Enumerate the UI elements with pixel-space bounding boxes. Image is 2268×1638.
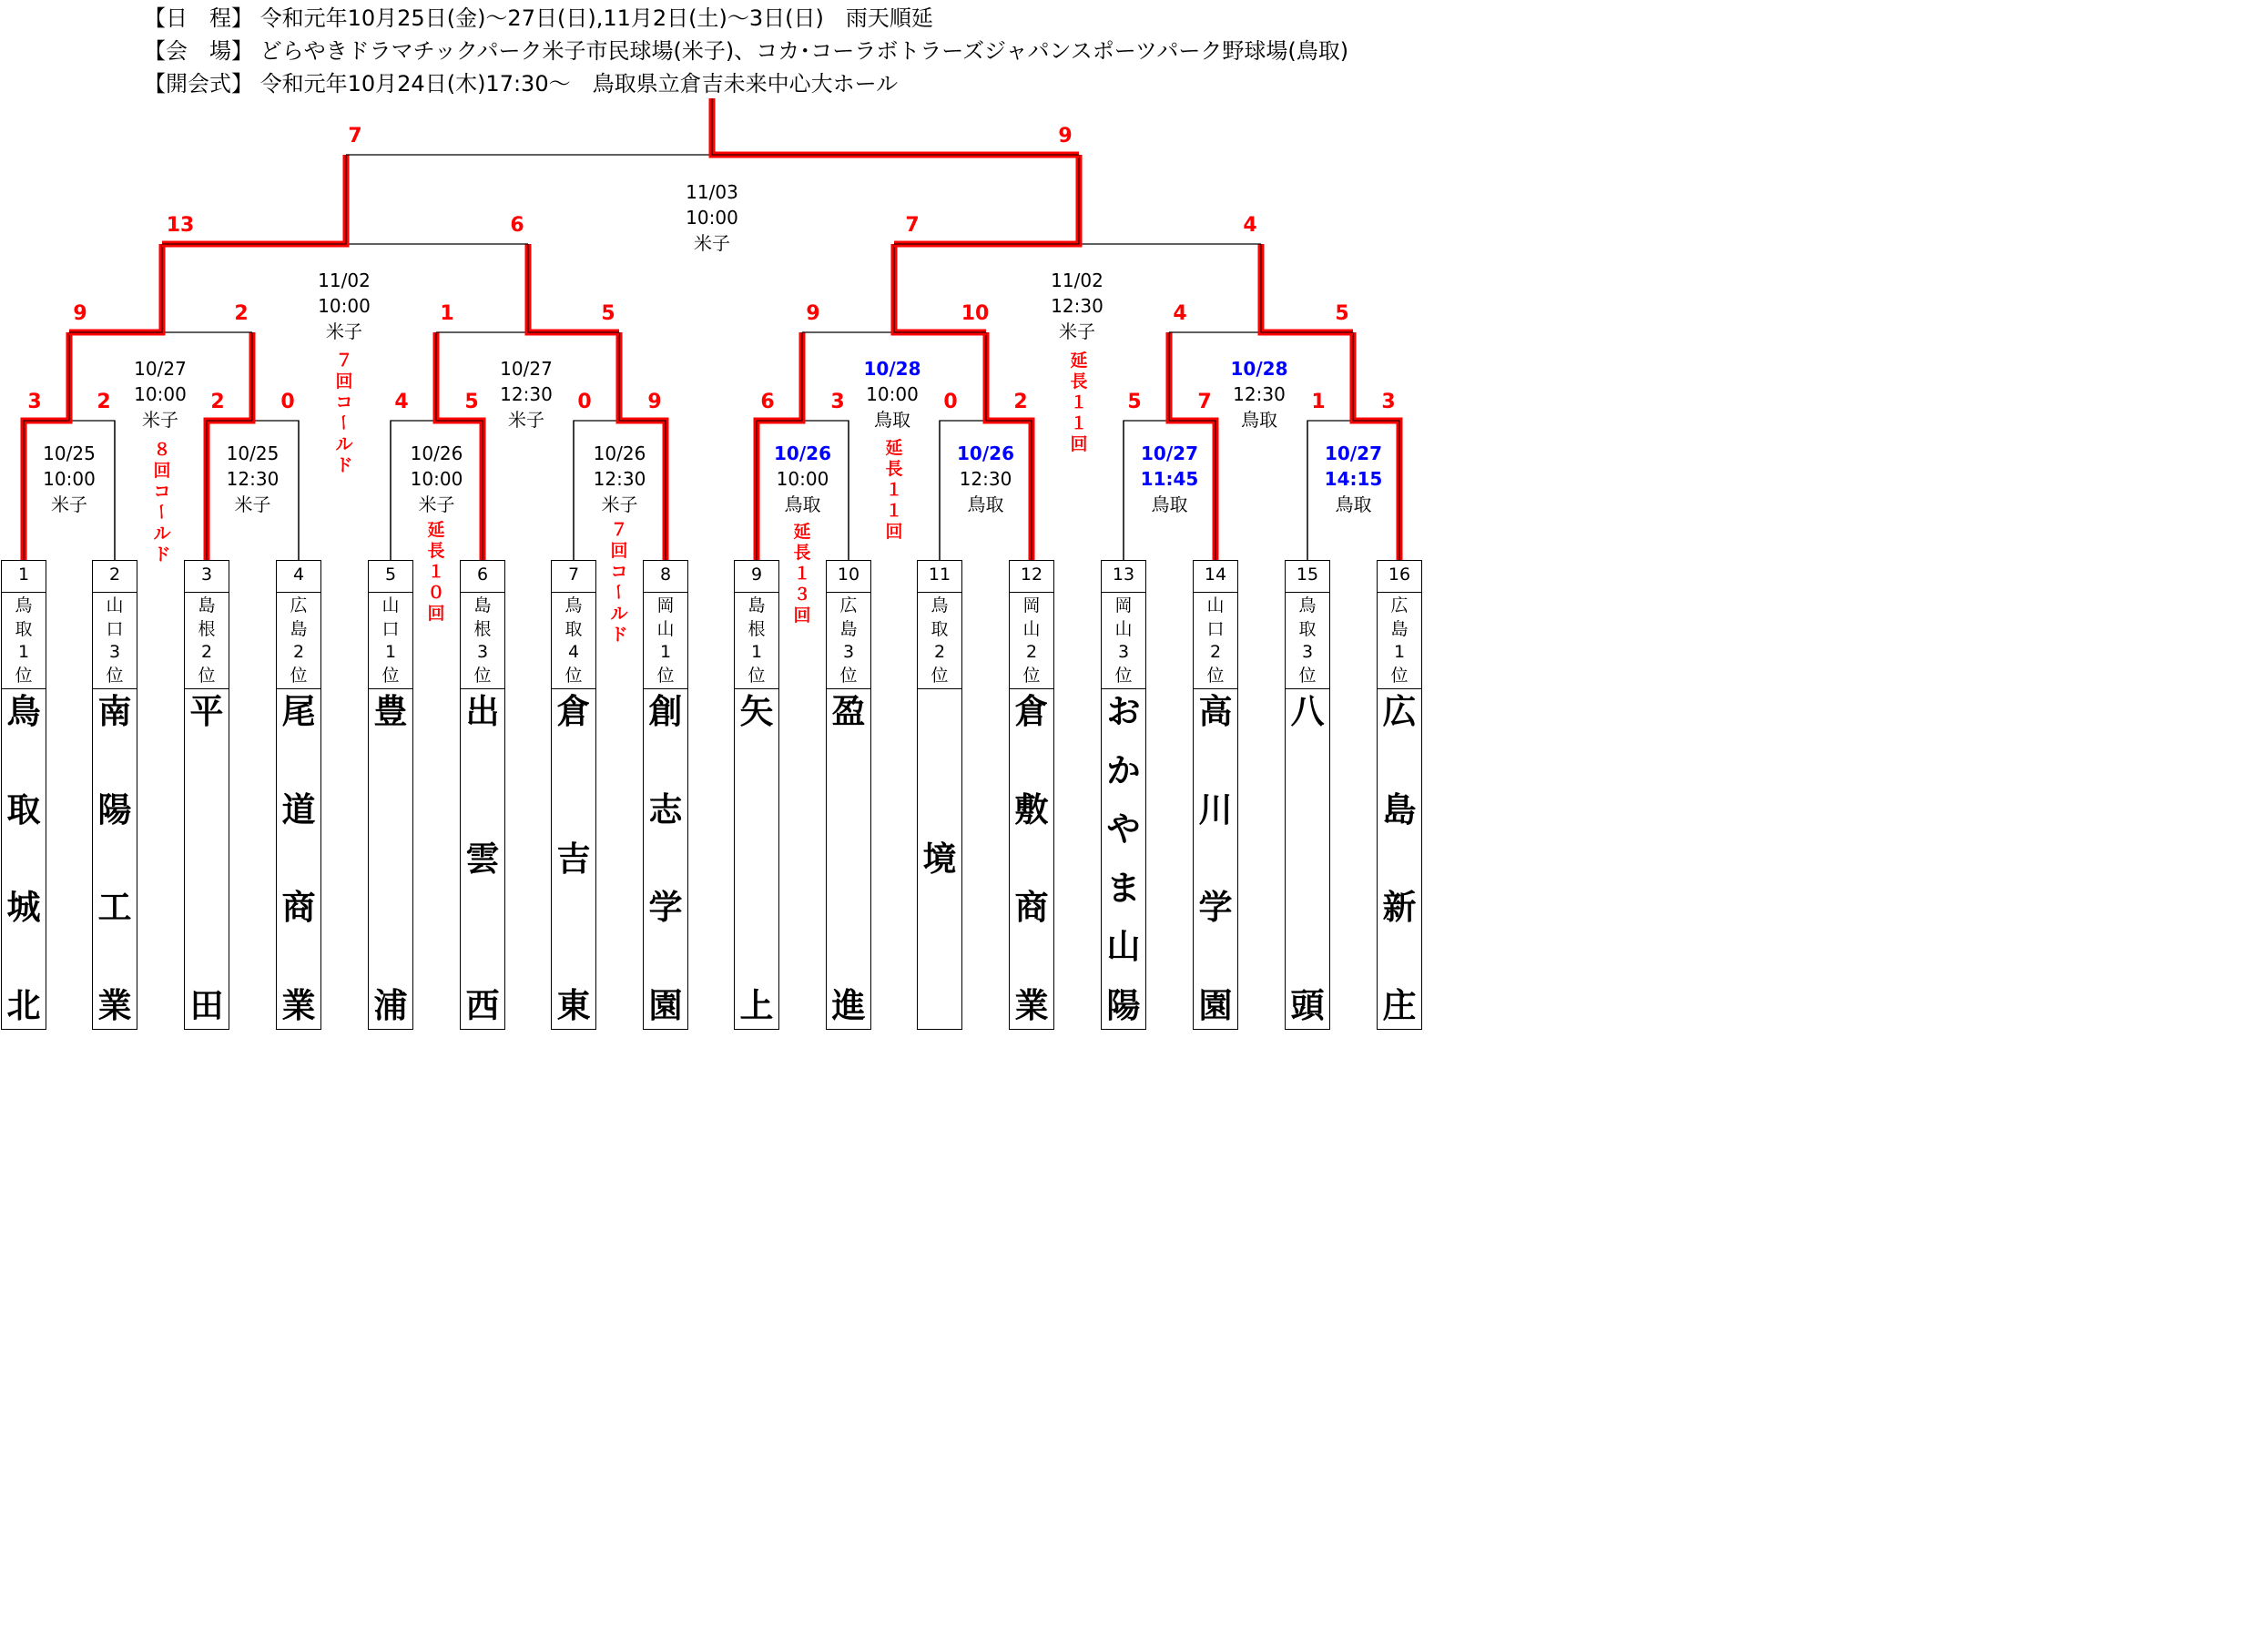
match-note-char: 長 xyxy=(1070,371,1088,392)
team-school-name: 八 頭 xyxy=(1290,692,1325,1025)
match-date: 11/03 xyxy=(686,181,738,203)
team-box-5 xyxy=(368,560,413,1030)
match-date: 10/26 xyxy=(957,443,1014,464)
team-box-16 xyxy=(1377,560,1422,1030)
match-note-char: １ xyxy=(1070,392,1088,412)
match-date: 10/27 xyxy=(134,358,187,380)
match-note-char: ０ xyxy=(427,583,445,603)
team-box-9 xyxy=(734,560,779,1030)
match-note-char: 長 xyxy=(427,541,445,561)
match-venue: 鳥取 xyxy=(967,493,1004,515)
match-note-char: ７ xyxy=(335,351,353,371)
team-box-7 xyxy=(551,560,596,1030)
team-box-3 xyxy=(184,560,229,1030)
team-school-name: 南 陽 工 業 xyxy=(97,692,132,1025)
team-seed: 10 xyxy=(837,565,860,585)
match-note-char: 回 xyxy=(610,541,628,561)
match-note-char: ３ xyxy=(793,585,811,605)
team-seed: 1 xyxy=(17,565,30,585)
team-seed: 5 xyxy=(384,565,397,585)
match-note-char: 長 xyxy=(885,459,903,479)
team-box-2 xyxy=(92,560,137,1030)
match-venue: 米子 xyxy=(418,493,455,515)
match-note-char: ル xyxy=(153,524,171,544)
match-time: 10:00 xyxy=(686,207,738,229)
match-note-char: 延 xyxy=(1070,351,1088,371)
team-prefecture-rank: 島 根 2 位 xyxy=(185,592,229,689)
team-seed: 3 xyxy=(200,565,213,585)
winner-path-final-core xyxy=(712,98,1079,155)
team-seed: 6 xyxy=(476,565,489,585)
team-prefecture-rank: 山 口 2 位 xyxy=(1194,592,1237,689)
match-score: 7 xyxy=(348,125,362,148)
team-box-12 xyxy=(1009,560,1054,1030)
team-box-1 xyxy=(1,560,46,1030)
match-note-char: ー xyxy=(608,583,628,601)
team-school-name: 倉 吉 東 xyxy=(556,692,591,1025)
match-score: 4 xyxy=(394,391,409,413)
match-note-char: 延 xyxy=(427,520,445,540)
match-date: 11/02 xyxy=(1051,270,1103,291)
match-note-char: １ xyxy=(885,480,903,500)
match-time: 12:30 xyxy=(1051,295,1103,317)
match-date: 10/26 xyxy=(774,443,831,464)
team-prefecture-rank: 鳥 取 3 位 xyxy=(1286,592,1329,689)
venue-line: 【会 場】 どらやきドラマチックパーク米子市民球場(米子)、コカ･コーラボトラーズジャパンスポーツパーク野球場(鳥取) xyxy=(144,38,1349,64)
match-note-char: 回 xyxy=(885,522,903,542)
match-score: 4 xyxy=(1243,214,1257,237)
match-time: 10:00 xyxy=(866,383,919,405)
match-note-char: 回 xyxy=(335,371,353,392)
match-score: 9 xyxy=(73,302,87,325)
match-note-char: １ xyxy=(885,501,903,521)
match-date: 10/27 xyxy=(1325,443,1382,464)
team-box-14 xyxy=(1193,560,1238,1030)
match-time: 10:00 xyxy=(410,468,463,490)
team-box-11 xyxy=(917,560,962,1030)
team-box-13 xyxy=(1101,560,1146,1030)
team-box-15 xyxy=(1285,560,1330,1030)
match-date: 10/26 xyxy=(593,443,646,464)
match-note-char: 延 xyxy=(793,522,811,542)
match-note-char: １ xyxy=(1070,413,1088,433)
team-prefecture-rank: 島 根 1 位 xyxy=(735,592,778,689)
team-seed: 14 xyxy=(1204,565,1227,585)
match-date: 10/26 xyxy=(410,443,463,464)
team-school-name: 尾 道 商 業 xyxy=(281,692,316,1025)
match-date: 10/27 xyxy=(500,358,553,380)
match-note-char: 回 xyxy=(427,604,445,624)
team-prefecture-rank: 鳥 取 4 位 xyxy=(552,592,595,689)
team-prefecture-rank: 鳥 取 2 位 xyxy=(918,592,961,689)
team-prefecture-rank: 山 口 1 位 xyxy=(369,592,412,689)
match-time: 11:45 xyxy=(1140,468,1199,490)
match-score: 5 xyxy=(1127,391,1142,413)
match-note-char: 延 xyxy=(885,438,903,458)
winner-path-r3-core xyxy=(894,155,1079,244)
team-school-name: お か や ま 山 陽 xyxy=(1106,692,1141,1025)
team-prefecture-rank: 鳥 取 1 位 xyxy=(2,592,46,689)
match-score: 13 xyxy=(166,214,195,237)
team-seed: 9 xyxy=(750,565,763,585)
match-venue: 米子 xyxy=(234,493,271,515)
team-prefecture-rank: 広 島 1 位 xyxy=(1378,592,1421,689)
match-note-char: ル xyxy=(610,604,628,624)
team-school-name: 豊 浦 xyxy=(373,692,408,1025)
opening-ceremony-line: 【開会式】 令和元年10月24日(木)17:30～ 鳥取県立倉吉未来中心大ホール xyxy=(144,71,899,97)
match-time: 14:15 xyxy=(1324,468,1383,490)
team-prefecture-rank: 広 島 2 位 xyxy=(277,592,320,689)
match-score: 3 xyxy=(27,391,42,413)
match-time: 12:30 xyxy=(593,468,646,490)
match-score: 5 xyxy=(1335,302,1349,325)
match-venue: 米子 xyxy=(1059,320,1095,342)
team-seed: 15 xyxy=(1296,565,1319,585)
match-date: 11/02 xyxy=(318,270,371,291)
team-school-name: 矢 上 xyxy=(739,692,774,1025)
match-note-char: ー xyxy=(333,413,353,432)
match-note-char: コ xyxy=(335,392,353,412)
match-score: 2 xyxy=(97,391,111,413)
match-score: 7 xyxy=(1197,391,1212,413)
team-box-8 xyxy=(643,560,688,1030)
team-prefecture-rank: 岡 山 1 位 xyxy=(644,592,687,689)
team-prefecture-rank: 広 島 3 位 xyxy=(827,592,870,689)
team-prefecture-rank: 山 口 3 位 xyxy=(93,592,137,689)
match-score: 3 xyxy=(830,391,845,413)
winner-path-r3 xyxy=(894,155,1079,244)
match-time: 10:00 xyxy=(776,468,829,490)
match-venue: 米子 xyxy=(694,232,730,254)
match-time: 12:30 xyxy=(1233,383,1286,405)
match-score: 5 xyxy=(464,391,479,413)
match-time: 12:30 xyxy=(959,468,1012,490)
team-school-name: 広 島 新 庄 xyxy=(1382,692,1417,1025)
team-box-6 xyxy=(460,560,505,1030)
match-note-char: ド xyxy=(610,625,628,645)
match-time: 10:00 xyxy=(134,383,187,405)
match-venue: 鳥取 xyxy=(784,493,821,515)
team-seed: 11 xyxy=(928,565,951,585)
match-venue: 鳥取 xyxy=(874,409,910,431)
team-school-name: 出 雲 西 xyxy=(465,692,500,1025)
match-score: 9 xyxy=(647,391,662,413)
match-date: 10/25 xyxy=(226,443,280,464)
team-prefecture-rank: 島 根 3 位 xyxy=(461,592,504,689)
match-note-char: 回 xyxy=(153,461,171,481)
match-note-char: ド xyxy=(335,455,353,475)
team-prefecture-rank: 岡 山 3 位 xyxy=(1102,592,1145,689)
team-school-name: 盈 進 xyxy=(831,692,866,1025)
team-seed: 16 xyxy=(1388,565,1411,585)
schedule-line: 【日 程】 令和元年10月25日(金)～27日(日),11月2日(土)～3日(日) 雨天順延 xyxy=(144,5,933,31)
match-venue: 米子 xyxy=(142,409,178,431)
match-time: 12:30 xyxy=(500,383,553,405)
match-score: 1 xyxy=(1311,391,1326,413)
match-venue: 鳥取 xyxy=(1241,409,1277,431)
match-score: 1 xyxy=(440,302,454,325)
team-prefecture-rank: 岡 山 2 位 xyxy=(1010,592,1053,689)
match-date: 10/25 xyxy=(43,443,96,464)
match-note-char: コ xyxy=(153,482,171,502)
match-time: 12:30 xyxy=(226,468,280,490)
team-seed: 12 xyxy=(1020,565,1043,585)
team-seed: 13 xyxy=(1112,565,1135,585)
match-time: 10:00 xyxy=(43,468,96,490)
team-seed: 4 xyxy=(292,565,305,585)
match-note-char: 回 xyxy=(1070,434,1088,454)
team-box-10 xyxy=(826,560,871,1030)
match-venue: 米子 xyxy=(601,493,638,515)
match-score: 6 xyxy=(510,214,524,237)
team-seed: 2 xyxy=(108,565,121,585)
match-note-char: 長 xyxy=(793,543,811,563)
match-score: 5 xyxy=(601,302,615,325)
match-score: 9 xyxy=(806,302,820,325)
team-school-name: 高 川 学 園 xyxy=(1198,692,1233,1025)
match-venue: 鳥取 xyxy=(1335,493,1372,515)
team-school-name: 鳥 取 城 北 xyxy=(6,692,41,1025)
match-score: 3 xyxy=(1381,391,1396,413)
team-seed: 7 xyxy=(567,565,580,585)
match-venue: 米子 xyxy=(508,409,544,431)
match-note-char: ド xyxy=(153,544,171,565)
match-score: 2 xyxy=(210,391,225,413)
match-time: 10:00 xyxy=(318,295,371,317)
team-box-4 xyxy=(276,560,321,1030)
team-school-name: 倉 敷 商 業 xyxy=(1014,692,1049,1025)
match-score: 2 xyxy=(1013,391,1028,413)
match-score: 0 xyxy=(577,391,592,413)
match-note-char: １ xyxy=(427,562,445,582)
match-date: 10/28 xyxy=(863,358,921,380)
team-seed: 8 xyxy=(659,565,672,585)
match-score: 4 xyxy=(1173,302,1187,325)
match-score: 7 xyxy=(905,214,920,237)
match-date: 10/28 xyxy=(1230,358,1288,380)
match-note-char: コ xyxy=(610,562,628,582)
match-venue: 鳥取 xyxy=(1151,493,1188,515)
match-score: 2 xyxy=(234,302,249,325)
match-venue: 米子 xyxy=(51,493,87,515)
match-note-char: ８ xyxy=(153,440,171,460)
match-note-char: ７ xyxy=(610,520,628,540)
match-score: 0 xyxy=(280,391,295,413)
team-school-name: 境 xyxy=(922,839,957,879)
team-school-name: 平 田 xyxy=(189,692,224,1025)
winner-path-final xyxy=(712,98,1079,155)
match-score: 6 xyxy=(760,391,775,413)
match-score: 10 xyxy=(961,302,990,325)
match-date: 10/27 xyxy=(1141,443,1198,464)
team-school-name: 創 志 学 園 xyxy=(648,692,683,1025)
match-note-char: １ xyxy=(793,564,811,584)
match-venue: 米子 xyxy=(326,320,362,342)
match-score: 9 xyxy=(1058,125,1073,148)
match-score: 0 xyxy=(943,391,958,413)
match-note-char: 回 xyxy=(793,605,811,626)
match-note-char: ー xyxy=(151,503,171,521)
match-note-char: ル xyxy=(335,434,353,454)
